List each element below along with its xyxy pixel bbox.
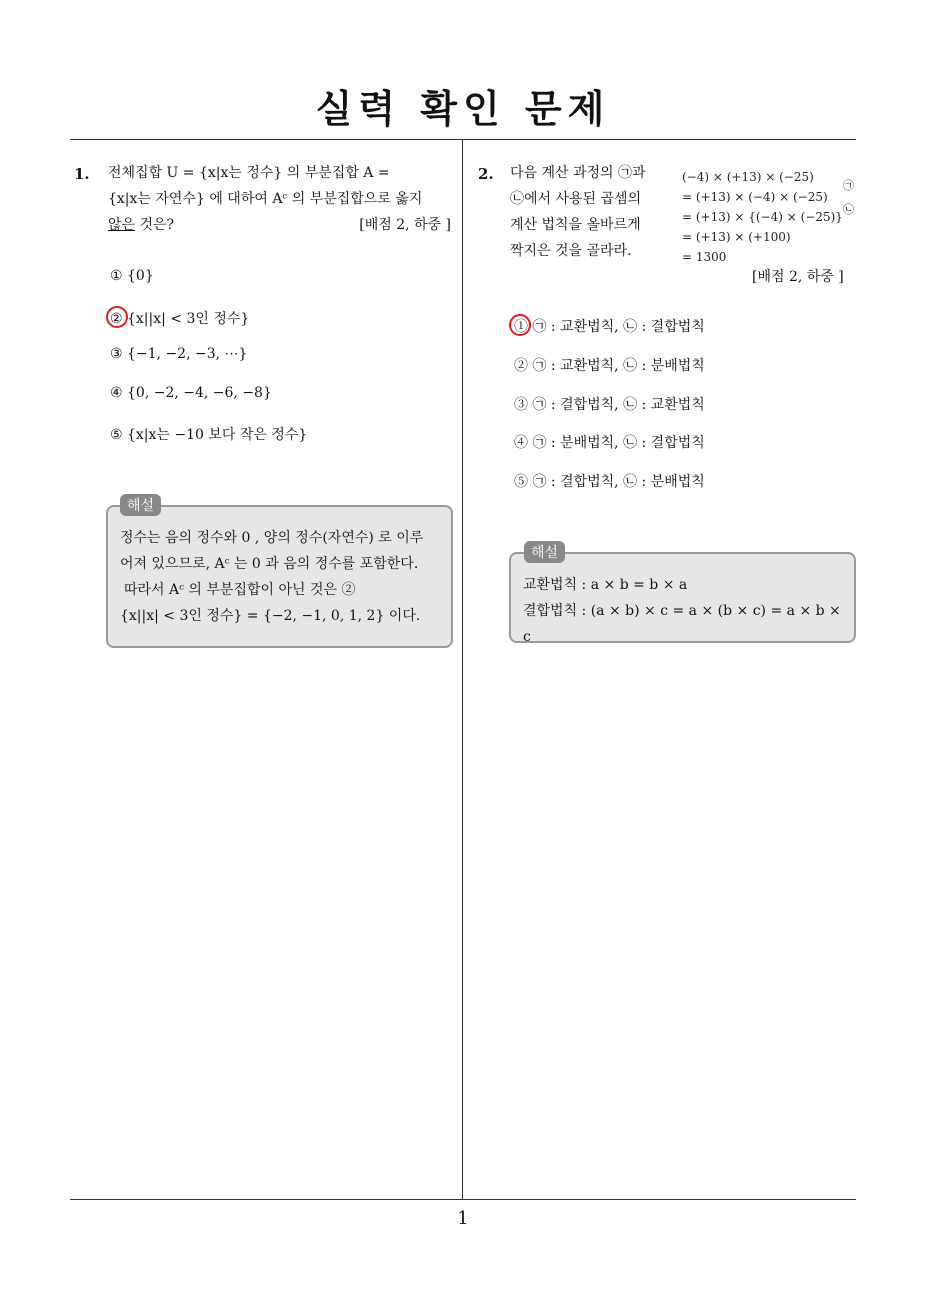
q2-line-3: 계산 법칙을 올바르게 [510,217,641,233]
q2-choice-1[interactable]: ① ㉠ : 교환법칙, ㉡ : 결합법칙 [514,319,705,335]
q2-number: 2. [478,165,494,183]
q2-choice-2[interactable]: ② ㉠ : 교환법칙, ㉡ : 분배법칙 [514,358,705,374]
q2-calculation [682,167,843,267]
q2-line-2: ㉡에서 사용된 곱셈의 [510,191,642,207]
q1-explanation-tag: 해설 [120,494,161,516]
q1-exp-line-4: {x||x| < 3인 정수} = {−2, −1, 0, 1, 2} 이다. [120,608,421,624]
q1-line-1: 전체집합 U = {x|x는 정수} 의 부분집합 A = [108,165,390,181]
q2-score: [배점 2, 하중 ] [752,269,844,285]
q1-line-3 [108,212,453,238]
top-divider [70,139,856,140]
q1-underline-word: 않은 [108,217,136,233]
q1-explanation-box [106,505,453,648]
bottom-divider [70,1199,856,1200]
q2-calc-mark-1: ㉠ [843,179,854,192]
q1-number: 1. [74,165,90,183]
q2-calc-line-1: (−4) × (+13) × (−25) [682,170,814,184]
q1-text [108,160,453,238]
q2-calc-line-2: = (+13) × (−4) × (−25) [682,190,828,204]
q1-choice-2[interactable]: ② {x||x| < 3인 정수} [110,311,250,327]
q2-exp-line-2: 결합법칙 : (a × b) × c = a × (b × c) = a × b × c [523,603,841,645]
q2-exp-line-1: 교환법칙 : a × b = b × a [523,577,688,593]
q1-exp-line-3: 따라서 Aᶜ 의 부분집합이 아닌 것은 ② [124,582,356,598]
page-title: 실력 확인 문제 [315,87,611,131]
q2-line-1: 다음 계산 과정의 ㉠과 [510,165,646,181]
q1-line-3-rest: 것은? [135,217,175,233]
q2-calc-line-3: = (+13) × {(−4) × (−25)} [682,210,843,224]
q1-exp-line-1: 정수는 음의 정수와 0 , 양의 정수(자연수) 로 이루 [120,530,424,546]
page-number: 1 [457,1208,469,1229]
q2-explanation-tag: 해설 [524,541,565,563]
q2-calc-mark-2: ㉡ [843,203,854,216]
q1-choice-4[interactable]: ④ {0, −2, −4, −6, −8} [110,385,272,401]
q1-choice-5[interactable]: ⑤ {x|x는 −10 보다 작은 정수} [110,427,308,443]
q2-explanation-box [509,552,856,643]
q2-calc-line-5: = 1300 [682,250,727,264]
q1-line-2: {x|x는 자연수} 에 대하여 Aᶜ 의 부분집합으로 옳지 [108,191,423,207]
q2-choice-5[interactable]: ⑤ ㉠ : 결합법칙, ㉡ : 분배법칙 [514,474,705,490]
q2-text [510,160,670,264]
q2-choice-4[interactable]: ④ ㉠ : 분배법칙, ㉡ : 결합법칙 [514,435,705,451]
q2-choice-3[interactable]: ③ ㉠ : 결합법칙, ㉡ : 교환법칙 [514,397,705,413]
q2-calc-line-4: = (+13) × (+100) [682,230,791,244]
q1-exp-line-2: 어져 있으므로, Aᶜ 는 0 과 음의 정수를 포함한다. [120,556,419,572]
q2-line-4: 짝지은 것을 골라라. [510,243,632,259]
q1-score: [배점 2, 하중 ] [359,217,451,233]
q1-choice-3[interactable]: ③ {−1, −2, −3, ⋯} [110,346,248,362]
q1-choice-1[interactable]: ① {0} [110,268,154,284]
column-divider [462,140,463,1200]
